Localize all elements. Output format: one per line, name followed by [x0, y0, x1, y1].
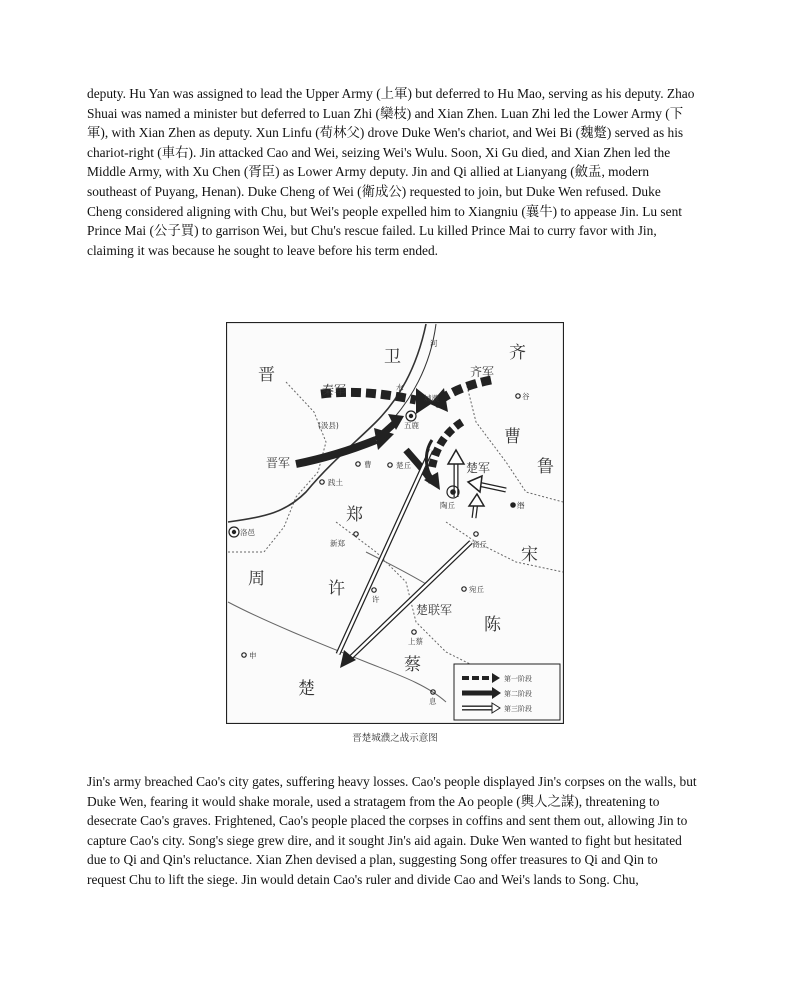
place-jixian: (汲县): [318, 421, 339, 430]
state-wei: 卫: [384, 347, 401, 367]
place-jiantu: 践土: [328, 478, 343, 487]
place-wulu: 五鹿: [404, 421, 419, 430]
state-chu: 楚: [298, 679, 315, 699]
map-legend: [454, 664, 560, 720]
state-jin: 晋: [258, 365, 275, 385]
legend-phase3-label: 第三阶段: [504, 705, 532, 713]
place-wanqiu: 宛丘: [469, 585, 484, 594]
legend-phase1-label: 第一阶段: [504, 675, 532, 683]
state-zhou: 周: [248, 569, 265, 589]
place-xinzheng: 新郑: [330, 539, 345, 548]
place-shui: 水: [396, 383, 404, 392]
place-shangqiu: 商丘: [472, 540, 487, 549]
army-qin: 秦军: [322, 383, 347, 397]
army-qi: 齐军: [470, 365, 495, 379]
state-cao: 曹: [504, 427, 521, 447]
state-lu: 鲁: [537, 457, 554, 477]
place-chengpu: 城濮: [424, 394, 439, 403]
army-chu-allied: 楚联军: [416, 603, 453, 617]
place-taoqiu: 陶丘: [440, 501, 455, 510]
state-zheng: 郑: [346, 505, 363, 525]
army-jin: 晋军: [266, 456, 291, 470]
place-gu: 谷: [522, 392, 530, 401]
place-shen: 申: [249, 651, 257, 660]
place-cao-city: 曹: [364, 460, 372, 469]
min-marker: [511, 503, 515, 507]
place-he: 河: [430, 339, 438, 348]
state-qi: 齐: [509, 343, 526, 363]
legend-phase2-label: 第二阶段: [504, 690, 532, 698]
place-chuqiu: 楚丘: [396, 461, 411, 470]
chengpu-marker: [436, 403, 440, 407]
state-cai: 蔡: [404, 655, 421, 675]
place-xu-city: 许: [372, 595, 380, 604]
battle-map-figure: [226, 322, 564, 724]
place-shangcai: 上蔡: [408, 637, 423, 646]
place-min: 缗: [517, 501, 525, 510]
state-xu: 许: [328, 579, 345, 599]
body-paragraph-bottom: Jin's army breached Cao's city gates, suffering heavy losses. Cao's people displayed Jin's corpses on the walls, but Duke Wen, fearing it would shake morale, used a stratagem from the Ao people (輿人之謀), threatening to desecrate Cao's graves. Frightened, Cao's people placed the corpses in coffins and sent them out, allowing Jin to capture Cao's city. Song's siege grew dire, and it sought Jin's aid again. Duke Wen wanted to fight but hesitated due to Qi and Qin's reluctance. Xian Zhen devised a plan, suggesting Song offer treasures to Qi and Qin to request Chu to lift the siege. Jin would detain Cao's ruler and divide Cao and Wei's lands to Song. Chu,: [87, 774, 697, 887]
state-chen: 陈: [484, 615, 501, 635]
battle-map: [226, 322, 564, 724]
body-paragraph-top: deputy. Hu Yan was assigned to lead the Upper Army (上軍) but deferred to Hu Mao, serving as his deputy. Zhao Shuai was named a minister but deferred to Luan Zhi (欒枝) and Xian Zhen. Luan Zhi led the Lower Army (下軍), with Xian Zhen as deputy. Xun Linfu (荀林父) drove Duke Wen's chariot, and Wei Bi (魏蹩) served as his chariot-right (車右). Jin attacked Cao and Wei, seizing Wei's Wulu. Soon, Xi Gu died, and Xian Zhen led the Middle Army, with Xu Chen (胥臣) as Lower Army deputy. Jin and Qi allied at Lianyang (斂盂, modern southeast of Puyang, Henan). Duke Cheng of Wei (衛成公) requested to join, but Duke Wen refused. Duke Cheng considered aligning with Chu, but Wei's people expelled him to Xiangniu (襄牛) to appease Jin. Lu sent Prince Mai (公子買) to garrison Wei, but Chu's rescue failed. Lu killed Prince Mai to curry favor with Jin, claiming it was because he sought to leave before his term ended.: [87, 86, 695, 258]
state-song: 宋: [521, 545, 538, 565]
army-chu: 楚军: [466, 461, 491, 475]
place-luoyi: 洛邑: [240, 528, 255, 537]
place-xi: 息: [429, 697, 437, 706]
map-caption: 晋楚城濮之战示意图: [352, 733, 438, 744]
